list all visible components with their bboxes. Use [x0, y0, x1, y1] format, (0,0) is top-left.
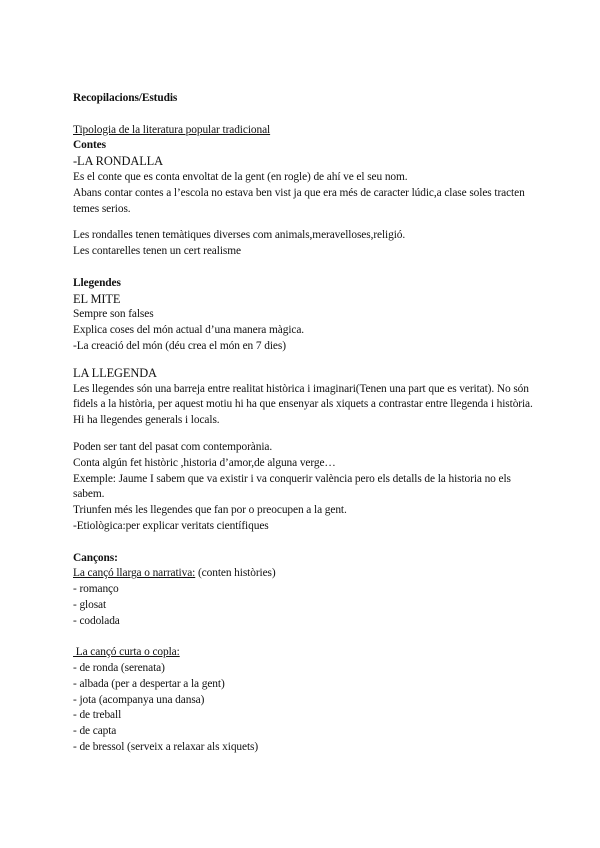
paragraph: Es el conte que es conta envoltat de la gent (en rogle) de ahí ve el seu nom. — [73, 170, 408, 183]
heading-llegendes: Llegendes — [73, 276, 121, 289]
document-title: Recopilacions/Estudis — [73, 92, 178, 104]
canco-curta-label: La cançó curta o copla: — [73, 646, 180, 659]
paragraph: Exemple: Jaume I sabem que va existir i va conquerir valència pero els detalls de la historia no els sabem. — [73, 472, 511, 501]
list-item: - romanço — [73, 583, 119, 596]
list-item: - de ronda (serenata) — [73, 662, 165, 675]
paragraph: Conta algún fet històric ,historia d’amor,de alguna verge… — [73, 456, 336, 469]
heading-rondalla: -LA RONDALLA — [73, 154, 163, 169]
spacer — [73, 429, 533, 440]
paragraph: -Etiològica:per explicar veritats científiques — [73, 519, 269, 532]
list-item: - jota (acompanya una dansa) — [73, 693, 205, 706]
paragraph: Les llegendes són una barreja entre realitat històrica i imaginari(Tenen una part que es veritat). No són fidels a la història, per aquest motiu hi ha que ensenyar als xiquets a contrastar entre llegenda i història. Hi ha llegendes generals i locals. — [73, 382, 533, 427]
paragraph: Explica coses del món actual d’una manera màgica. — [73, 324, 305, 337]
list-item: - codolada — [73, 614, 120, 627]
section-subtitle: Tipologia de la literatura popular tradicional — [73, 123, 271, 136]
spacer — [73, 355, 533, 366]
spacer — [73, 107, 533, 123]
list-item: - de bressol (serveix a relaxar als xiquets) — [73, 741, 259, 754]
spacer — [73, 217, 533, 228]
paragraph: Les rondalles tenen temàtiques diverses com animals,meravelloses,religió. — [73, 229, 406, 242]
list-item: - albada (per a despertar a la gent) — [73, 677, 225, 690]
canco-llarga-line — [73, 566, 533, 582]
paragraph: -La creació del món (déu crea el món en 7 dies) — [73, 339, 286, 352]
document-body — [73, 91, 533, 756]
spacer — [73, 535, 533, 551]
paragraph: Poden ser tant del pasat com contemporània. — [73, 440, 273, 453]
heading-llegenda: LA LLEGENDA — [73, 365, 157, 380]
heading-contes: Contes — [73, 139, 106, 152]
list-item: - glosat — [73, 598, 107, 611]
paragraph: Abans contar contes a l’escola no estava ben vist ja que era més de caracter lúdic,a clase soles tracten temes serios. — [73, 186, 525, 215]
list-item: - de treball — [73, 709, 122, 722]
spacer — [73, 630, 533, 646]
list-item: - de capta — [73, 725, 117, 738]
paragraph: Sempre son falses — [73, 308, 154, 321]
heading-mite: EL MITE — [73, 291, 121, 306]
heading-cancons: Cançons: — [73, 551, 118, 564]
paragraph: Triunfen més les llegendes que fan por o preocupen a la gent. — [73, 504, 347, 517]
canco-llarga-label: La cançó llarga o narrativa: — [73, 567, 196, 580]
canco-llarga-note: (conten històries) — [195, 567, 276, 580]
spacer — [73, 260, 533, 276]
paragraph: Les contarelles tenen un cert realisme — [73, 245, 241, 258]
